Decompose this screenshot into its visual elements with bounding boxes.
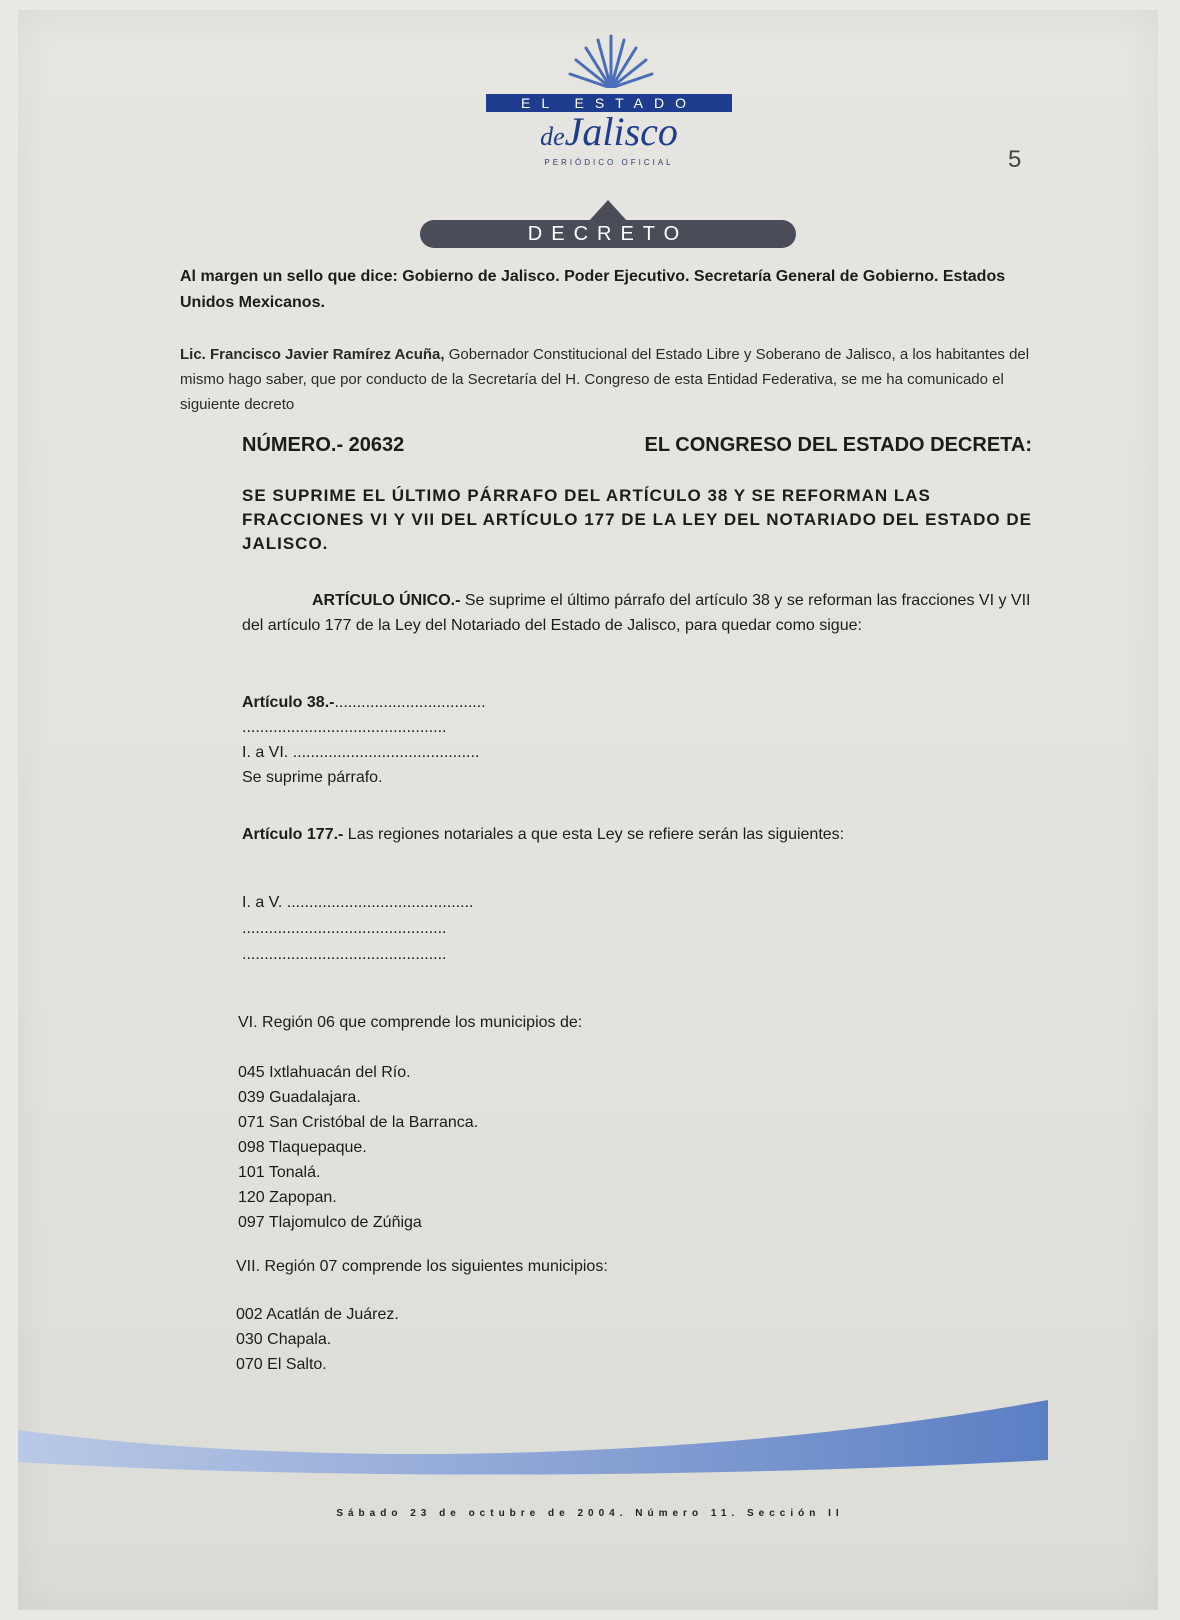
decreto-banner: DECRETO [420, 220, 796, 248]
article-unico [242, 588, 1032, 638]
article-177-title: Artículo 177.- [242, 826, 344, 843]
article-177-dots-1: .............................................. [242, 920, 447, 937]
list-item: 045 Ixtlahuacán del Río. [238, 1064, 411, 1081]
list-item: 071 San Cristóbal de la Barranca. [238, 1114, 479, 1131]
resolutive-heading: SE SUPRIME EL ÚLTIMO PÁRRAFO DEL ARTÍCULO 38 Y SE REFORMAN LAS FRACCIONES VI Y VII DEL ARTÍCULO 177 DE LA LEY DEL NOTARIADO DEL ESTADO DE JALISCO. [242, 486, 1032, 553]
newspaper-page [18, 10, 1158, 1610]
article-unico-lead: ARTÍCULO ÚNICO.- [312, 592, 461, 609]
page-number: 5 [1008, 146, 1022, 173]
article-38-fraction: I. a VI. .......................................... [242, 744, 480, 761]
region-06-heading: VI. Región 06 que comprende los municipios de: [238, 1014, 583, 1031]
article-38-dots: .................................. [334, 694, 486, 711]
list-item: 030 Chapala. [236, 1331, 332, 1348]
list-item: 070 El Salto. [236, 1356, 327, 1373]
footer-issue-line: Sábado 23 de octubre de 2004. Número 11. Sección II [336, 1508, 844, 1519]
masthead-band: EL ESTADO [486, 94, 732, 112]
decree-heading-row [242, 434, 1032, 464]
article-38 [242, 690, 1032, 790]
triangle-icon [588, 200, 628, 222]
article-177-fraction: I. a V. .......................................... [242, 894, 474, 911]
region-07-heading: VII. Región 07 comprende los siguientes municipios: [236, 1258, 608, 1275]
article-38-title: Artículo 38.- [242, 694, 335, 711]
masthead-title-de: de [540, 122, 565, 151]
list-item: 039 Guadalajara. [238, 1089, 361, 1106]
list-item: 097 Tlajomulco de Zúñiga [238, 1214, 422, 1231]
masthead-title-name: Jalisco [564, 109, 678, 154]
masthead [486, 30, 732, 167]
article-unico-text: Se suprime el último párrafo del artículo 38 y se reforman las fracciones VI y VII del artículo 177 de la Ley del Notariado del Estado de Jalisco, para quedar como sigue: [242, 592, 1031, 634]
decree-number: NÚMERO.- 20632 [242, 434, 405, 456]
article-177-lines [242, 890, 1032, 968]
article-177-text: Las regiones notariales a que esta Ley se refiere serán las siguientes: [343, 826, 845, 843]
list-item: 120 Zapopan. [238, 1189, 337, 1206]
intro-text: Gobernador Constitucional del Estado Libre y Soberano de Jalisco, a los habitantes del mismo hago saber, que por conducto de la Secretaría del H. Congreso de esta Entidad Federativa, se me ha comunicado el siguiente decreto [180, 346, 1030, 413]
region-06-list [238, 1060, 1028, 1235]
masthead-title [486, 108, 732, 161]
article-177 [242, 822, 1032, 847]
intro-paragraph [180, 342, 1050, 417]
list-item: 098 Tlaquepaque. [238, 1139, 367, 1156]
article-38-note: Se suprime párrafo. [242, 769, 383, 786]
article-177-dots-2: .............................................. [242, 946, 447, 963]
region-07-list [236, 1302, 1026, 1377]
list-item: 002 Acatlán de Juárez. [236, 1306, 399, 1323]
article-38-dots-line: .............................................. [242, 719, 447, 736]
governor-name: Lic. Francisco Javier Ramírez Acuña, [180, 346, 445, 363]
masthead-subtitle: PERIÓDICO OFICIAL [544, 158, 674, 167]
list-item: 101 Tonalá. [238, 1164, 321, 1181]
sun-rays-icon [566, 30, 656, 88]
margin-note: Al margen un sello que dice: Gobierno de Jalisco. Poder Ejecutivo. Secretaría General de Gobierno. Estados Unidos Mexicanos. [180, 268, 1006, 311]
congress-decrees: EL CONGRESO DEL ESTADO DECRETA: [644, 434, 1032, 456]
footer-wave-band [18, 1400, 1158, 1490]
